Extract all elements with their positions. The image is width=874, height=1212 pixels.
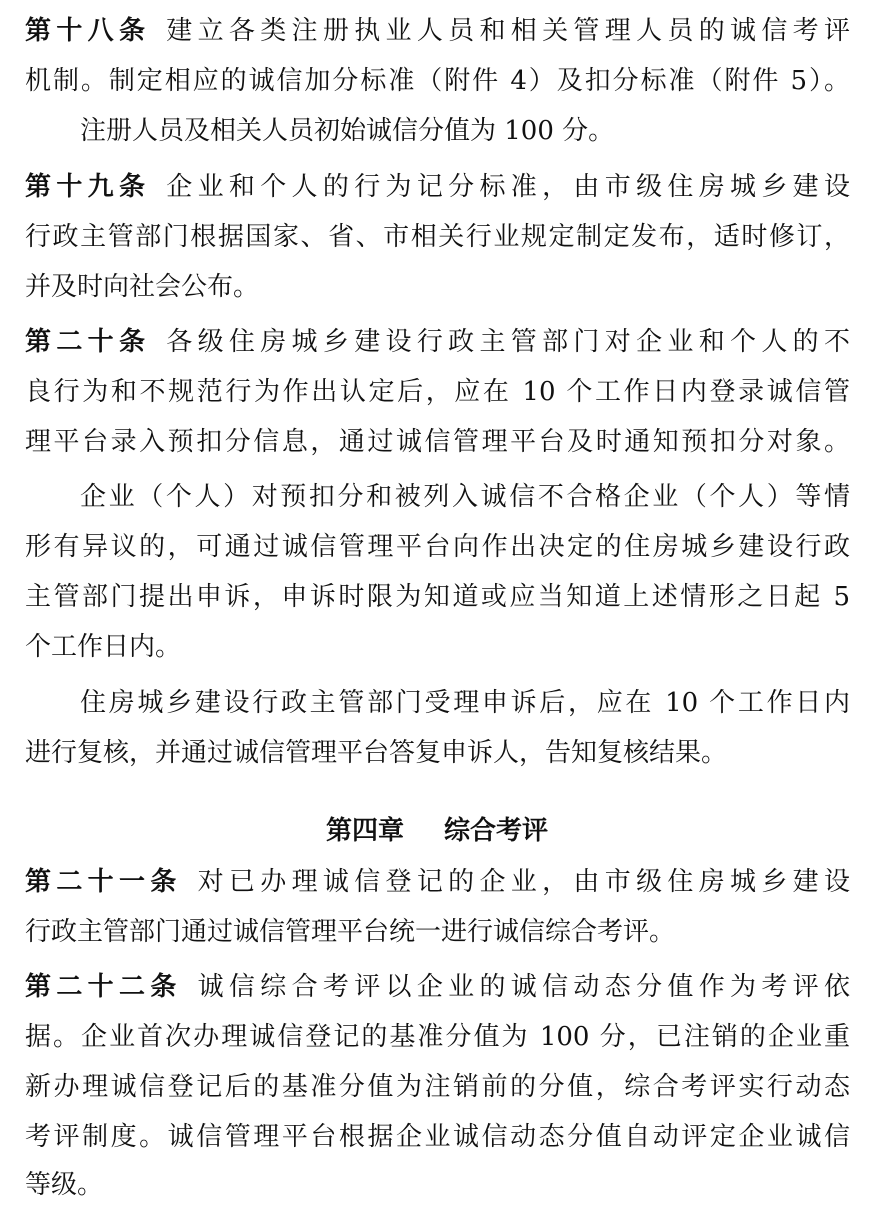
text-line: 理平台录入预扣分信息，通过诚信管理平台及时通知预扣分对象。 [25, 427, 850, 457]
article-heading: 第二十二条 [25, 972, 182, 1002]
text-line: 据。企业首次办理诚信登记的基准分值为 100 分，已注销的企业重 [25, 1022, 850, 1052]
text-line: 个工作日内。 [25, 632, 182, 662]
text-line [25, 962, 850, 1012]
text-line: 考评制度。诚信管理平台根据企业诚信动态分值自动评定企业诚信 [25, 1122, 850, 1152]
text-line [25, 6, 850, 56]
article-text: 诚信综合考评以企业的诚信动态分值作为考评依 [197, 972, 850, 1002]
text-line [25, 857, 850, 907]
chapter-title: 综合考评 [444, 816, 549, 846]
text-line: 主管部门提出申诉，申诉时限为知道或应当知道上述情形之日起 5 [25, 582, 850, 612]
text-line: 良行为和不规范行为作出认定后，应在 10 个工作日内登录诚信管 [25, 377, 850, 407]
chapter-number: 第四章 [325, 816, 404, 846]
text-line: 机制。制定相应的诚信加分标准（附件 4）及扣分标准（附件 5）。 [25, 66, 850, 96]
article-text: 各级住房城乡建设行政主管部门对企业和个人的不 [166, 327, 850, 357]
text-line: 新办理诚信登记后的基准分值为注销前的分值，综合考评实行动态 [25, 1072, 850, 1102]
text-line: 行政主管部门根据国家、省、市相关行业规定制定发布，适时修订， [25, 222, 850, 252]
text-line: 住房城乡建设行政主管部门受理申诉后，应在 10 个工作日内 [80, 688, 850, 718]
text-line: 注册人员及相关人员初始诚信分值为 100 分。 [80, 116, 615, 146]
article-text: 企业和个人的行为记分标准，由市级住房城乡建设 [166, 172, 850, 202]
article-text: 建立各类注册执业人员和相关管理人员的诚信考评 [166, 16, 850, 46]
text-line: 进行复核，并通过诚信管理平台答复申诉人，告知复核结果。 [25, 738, 728, 768]
text-line: 等级。 [25, 1170, 104, 1200]
article-heading: 第十九条 [25, 172, 151, 202]
text-line: 并及时向社会公布。 [25, 272, 260, 302]
text-line: 形有异议的，可通过诚信管理平台向作出决定的住房城乡建设行政 [25, 532, 850, 562]
article-heading: 第二十条 [25, 327, 151, 357]
text-line [25, 162, 850, 212]
article-heading: 第二十一条 [25, 867, 182, 897]
chapter-heading [0, 806, 874, 856]
article-text: 对已办理诚信登记的企业，由市级住房城乡建设 [197, 867, 850, 897]
text-line: 企业（个人）对预扣分和被列入诚信不合格企业（个人）等情 [80, 482, 850, 512]
text-line: 行政主管部门通过诚信管理平台统一进行诚信综合考评。 [25, 917, 676, 947]
text-line [25, 317, 850, 367]
article-heading: 第十八条 [25, 16, 151, 46]
